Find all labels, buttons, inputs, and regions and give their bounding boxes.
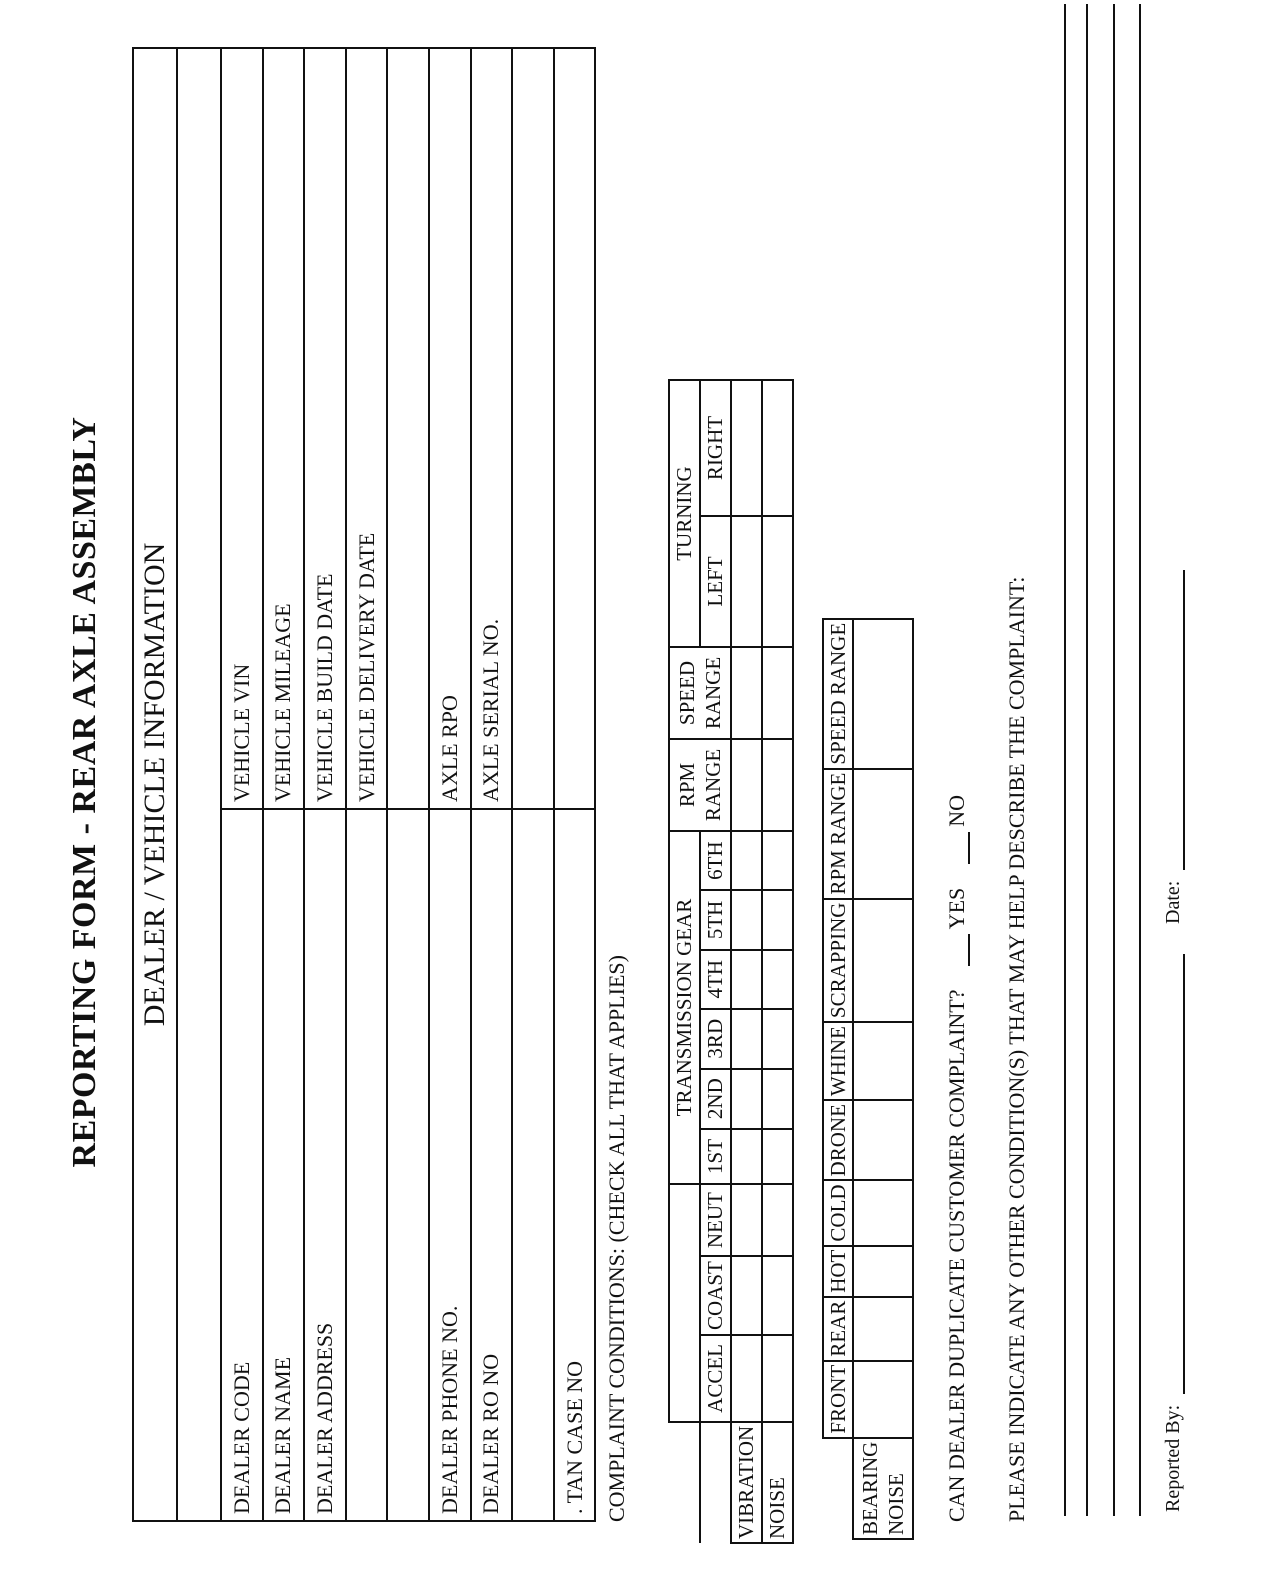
col-5th: 5TH — [700, 890, 731, 949]
col-accel: ACCEL — [700, 1335, 731, 1422]
bearing-noise-label — [853, 1438, 913, 1539]
vibration-5th-cell[interactable] — [731, 890, 762, 949]
rpm-range-line-1: RPM — [675, 762, 699, 808]
blank-right-label — [387, 381, 429, 809]
tan-case-field[interactable] — [554, 809, 596, 1250]
bearing-col-whine: WHINE — [823, 1022, 853, 1100]
vibration-neut-cell[interactable] — [731, 1184, 762, 1256]
row-noise-label: NOISE — [762, 1422, 793, 1543]
vibration-speed-cell[interactable] — [731, 647, 762, 739]
dealer-phone-label: DEALER PHONE NO. — [429, 1250, 471, 1521]
bearing-drone-cell[interactable] — [853, 1100, 913, 1180]
bearing-front-cell[interactable] — [853, 1361, 913, 1438]
noise-3rd-cell[interactable] — [762, 1009, 793, 1069]
bearing-corner — [823, 1438, 853, 1539]
dealer-name-field[interactable] — [263, 809, 305, 1250]
axle-rpo-field[interactable] — [429, 48, 471, 381]
bearing-scrapping-cell[interactable] — [853, 899, 913, 1023]
vibration-1st-cell[interactable] — [731, 1129, 762, 1185]
answer-line-4[interactable] — [1139, 4, 1141, 1516]
bearing-col-cold: COLD — [823, 1180, 853, 1245]
dealer-ro-field[interactable] — [471, 809, 513, 1250]
vibration-2nd-cell[interactable] — [731, 1069, 762, 1129]
col-6th: 6TH — [700, 831, 731, 890]
blank-right-label-2 — [512, 381, 554, 809]
bearing-col-scrapping: SCRAPPING — [823, 899, 853, 1023]
answer-line-2[interactable] — [1086, 4, 1088, 1516]
noise-coast-cell[interactable] — [762, 1256, 793, 1335]
dealer-address-field[interactable] — [304, 809, 346, 1250]
complaint-conditions-label: COMPLAINT CONDITIONS: (CHECK ALL THAT APPLIES) — [604, 955, 629, 1522]
bearing-hot-cell[interactable] — [853, 1246, 913, 1297]
col-left: LEFT — [700, 516, 731, 647]
speed-range-line-1: SPEED — [675, 660, 699, 726]
noise-5th-cell[interactable] — [762, 890, 793, 949]
col-4th: 4TH — [700, 950, 731, 1009]
speed-range-line-2: RANGE — [701, 656, 725, 730]
vibration-left-cell[interactable] — [731, 516, 762, 647]
col-coast: COAST — [700, 1256, 731, 1335]
no-label: NO — [944, 794, 969, 827]
dealer-ro-label: DEALER RO NO — [471, 1250, 513, 1521]
vibration-accel-cell[interactable] — [731, 1335, 762, 1422]
answer-line-3[interactable] — [1113, 4, 1115, 1516]
col-3rd: 3RD — [700, 1009, 731, 1069]
bearing-col-drone: DRONE — [823, 1100, 853, 1180]
vehicle-vin-field[interactable] — [221, 48, 263, 381]
noise-6th-cell[interactable] — [762, 831, 793, 890]
blank-right-field-2[interactable] — [512, 48, 554, 381]
conditions-row-label-blank — [700, 1422, 731, 1543]
bearing-noise-table — [822, 618, 914, 1540]
vibration-rpm-cell[interactable] — [731, 739, 762, 831]
blank-right-field[interactable] — [387, 48, 429, 381]
col-2nd: 2ND — [700, 1069, 731, 1129]
blank-left-field[interactable] — [512, 809, 554, 1250]
blank-left-label — [512, 1250, 554, 1521]
dealer-table-spacer-row — [177, 48, 221, 1521]
date-label: Date: — [1162, 880, 1184, 924]
noise-4th-cell[interactable] — [762, 950, 793, 1009]
transmission-gear-header: TRANSMISSION GEAR — [669, 831, 700, 1184]
axle-serial-label: AXLE SERIAL NO. — [471, 381, 513, 809]
noise-1st-cell[interactable] — [762, 1129, 793, 1185]
row-vibration-label: VIBRATION — [731, 1422, 762, 1543]
noise-neut-cell[interactable] — [762, 1184, 793, 1256]
dealer-address-field-2[interactable] — [346, 809, 388, 1250]
answer-line-1[interactable] — [1064, 4, 1066, 1516]
bearing-col-front: FRONT — [823, 1361, 853, 1438]
bearing-rpm-range-cell[interactable] — [853, 769, 913, 899]
vehicle-vin-label: VEHICLE VIN — [221, 381, 263, 809]
describe-prompt: PLEASE INDICATE ANY OTHER CONDITION(S) THAT MAY HELP DESCRIBE THE COMPLAINT: — [1004, 576, 1029, 1522]
vehicle-mileage-field[interactable] — [263, 48, 305, 381]
vibration-3rd-cell[interactable] — [731, 1009, 762, 1069]
bearing-whine-cell[interactable] — [853, 1022, 913, 1100]
speed-range-header — [669, 647, 731, 739]
noise-right-cell[interactable] — [762, 380, 793, 516]
dealer-name-label: DEALER NAME — [263, 1250, 305, 1521]
dealer-vehicle-table — [132, 47, 596, 1522]
reported-by-line[interactable] — [1183, 954, 1185, 1394]
noise-left-cell[interactable] — [762, 516, 793, 647]
rpm-range-header — [669, 739, 731, 831]
bearing-noise-line-2: NOISE — [884, 1473, 908, 1535]
dealer-address-line-3[interactable] — [387, 1250, 429, 1521]
vibration-4th-cell[interactable] — [731, 950, 762, 1009]
bearing-col-rpm-range: RPM RANGE — [823, 769, 853, 899]
noise-accel-cell[interactable] — [762, 1335, 793, 1422]
bearing-col-rear: REAR — [823, 1297, 853, 1361]
duplicate-question: CAN DEALER DUPLICATE CUSTOMER COMPLAINT? — [944, 989, 969, 1522]
bearing-noise-line-1: BEARING — [858, 1441, 882, 1535]
dealer-address-label: DEALER ADDRESS — [304, 1250, 346, 1521]
noise-2nd-cell[interactable] — [762, 1069, 793, 1129]
dealer-table-header: DEALER / VEHICLE INFORMATION — [133, 48, 177, 1521]
complaint-conditions-table — [668, 379, 794, 1544]
noise-rpm-cell[interactable] — [762, 739, 793, 831]
dealer-address-line-2[interactable] — [346, 1250, 388, 1521]
vehicle-mileage-label: VEHICLE MILEAGE — [263, 381, 305, 809]
yes-checkbox-line[interactable] — [968, 934, 970, 966]
bearing-cold-cell[interactable] — [853, 1180, 913, 1245]
dealer-phone-field[interactable] — [429, 809, 471, 1250]
noise-speed-cell[interactable] — [762, 647, 793, 739]
col-right: RIGHT — [700, 380, 731, 516]
turning-header: TURNING — [669, 380, 700, 647]
axle-rpo-label: AXLE RPO — [429, 381, 471, 809]
col-neut: NEUT — [700, 1184, 731, 1256]
col-1st: 1ST — [700, 1129, 731, 1185]
date-row — [1162, 570, 1185, 924]
vehicle-build-date-field[interactable] — [304, 48, 346, 381]
yes-label: YES — [944, 887, 969, 930]
duplicate-complaint-row — [944, 795, 970, 1522]
rpm-range-line-2: RANGE — [701, 748, 725, 822]
vehicle-delivery-date-field[interactable] — [346, 48, 388, 381]
dealer-code-label: DEALER CODE — [221, 1250, 263, 1521]
no-checkbox-line[interactable] — [968, 832, 970, 864]
date-line[interactable] — [1183, 570, 1185, 870]
dealer-address-field-3[interactable] — [387, 809, 429, 1250]
bearing-speed-range-cell[interactable] — [853, 619, 913, 769]
reported-by-row — [1162, 954, 1185, 1512]
vibration-6th-cell[interactable] — [731, 831, 762, 890]
reported-by-label: Reported By: — [1162, 1404, 1184, 1512]
axle-serial-field[interactable] — [471, 48, 513, 381]
tan-case-right-blank[interactable] — [554, 48, 596, 809]
vibration-coast-cell[interactable] — [731, 1256, 762, 1335]
bearing-col-hot: HOT — [823, 1246, 853, 1297]
form-title: REPORTING FORM - REAR AXLE ASSEMBLY — [66, 416, 103, 1168]
tan-case-label: . TAN CASE NO — [554, 1250, 596, 1521]
bearing-col-speed-range: SPEED RANGE — [823, 619, 853, 769]
dealer-code-field[interactable] — [221, 809, 263, 1250]
bearing-rear-cell[interactable] — [853, 1297, 913, 1361]
conditions-top-blank — [669, 1184, 700, 1422]
conditions-corner — [669, 1422, 700, 1543]
vehicle-build-date-label: VEHICLE BUILD DATE — [304, 381, 346, 809]
vibration-right-cell[interactable] — [731, 380, 762, 516]
vehicle-delivery-date-label: VEHICLE DELIVERY DATE — [346, 381, 388, 809]
